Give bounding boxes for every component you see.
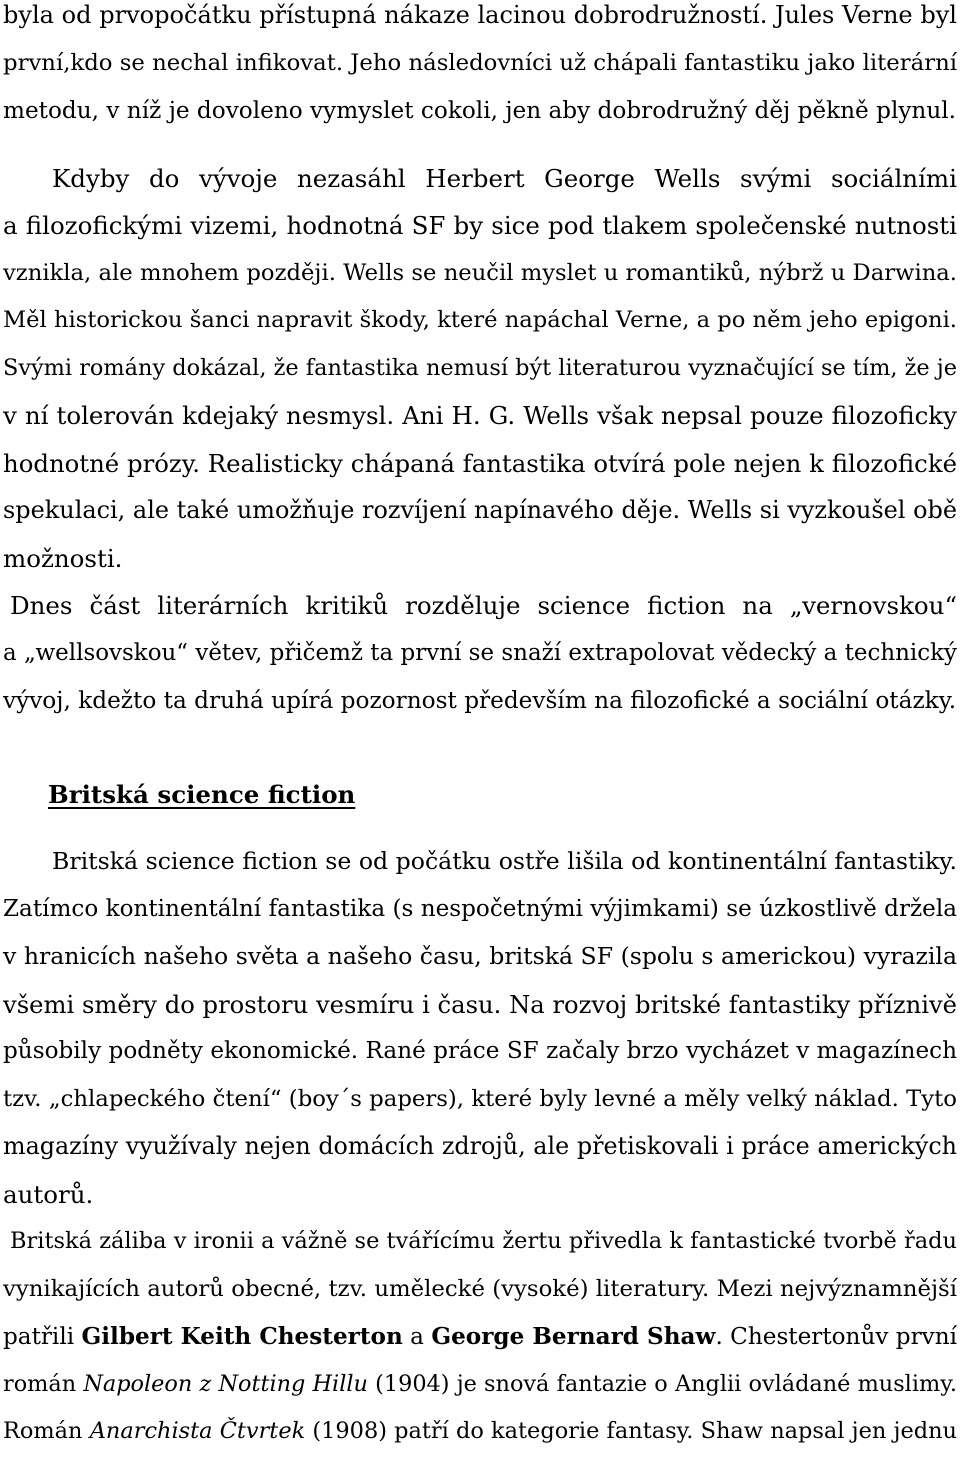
text-line: a „wellsovskou“ větev, přičemž ta první se snaží extrapolovat vědecký a technický bbox=[3, 639, 957, 666]
text-run: Román bbox=[3, 1418, 90, 1444]
author-name-shaw: George Bernard Shaw bbox=[431, 1323, 716, 1350]
paragraph-3 bbox=[3, 582, 957, 725]
text-line: první,kdo se nechal infikovat. Jeho následovníci už chápali fantastiku jako literární bbox=[3, 49, 957, 76]
text-line bbox=[3, 1408, 957, 1456]
text-line: Měl historickou šanci napravit škody, které napáchal Verne, a po něm jeho epigoni. bbox=[3, 307, 957, 333]
document-page bbox=[3, 0, 957, 1456]
text-line: možnosti. bbox=[3, 543, 123, 573]
paragraph-2 bbox=[3, 155, 957, 583]
paragraph-4 bbox=[3, 838, 957, 1218]
section-heading-text: Britská science fiction bbox=[48, 779, 356, 809]
text-line: autorů. bbox=[3, 1179, 94, 1209]
text-line: metodu, v níž je dovoleno vymyslet cokoli, jen aby dobrodružný děj pěkně plynul. bbox=[3, 97, 957, 124]
paragraph-5 bbox=[3, 1218, 957, 1456]
paragraph-1 bbox=[3, 0, 957, 135]
section-heading bbox=[3, 771, 957, 819]
text-line: Kdyby do vývoje nezasáhl Herbert George Wells svými sociálními bbox=[52, 163, 957, 193]
text-run: a bbox=[402, 1324, 432, 1350]
text-line: vynikajících autorů obecné, tzv. umělecké (vysoké) literatury. Mezi nejvýznamnější bbox=[3, 1275, 957, 1302]
text-line: tzv. „chlapeckého čtení“ (boy´s papers), které byly levné a měly velký náklad. Tyto bbox=[3, 1085, 957, 1112]
text-run: . Chestertonův první bbox=[715, 1324, 957, 1350]
text-line: v hranicích našeho světa a našeho času, britská SF (spolu s americkou) vyrazila bbox=[3, 942, 957, 970]
text-run: patřili bbox=[3, 1324, 82, 1350]
text-line: spekulaci, ale také umožňuje rozvíjení napínavého děje. Wells si vyzkoušel obě bbox=[3, 496, 957, 524]
text-line: Zatímco kontinentální fantastika (s nespočetnými výjimkami) se úzkostlivě držela bbox=[3, 895, 957, 922]
text-line: všemi směry do prostoru vesmíru i času. Na rozvoj britské fantastiky příznivě bbox=[3, 989, 957, 1019]
text-line: vývoj, kdežto ta druhá upírá pozornost především na filozofické a sociální otázky. bbox=[3, 687, 957, 714]
text-line bbox=[3, 1313, 957, 1361]
text-line: a filozofickými vizemi, hodnotná SF by sice pod tlakem společenské nutnosti bbox=[3, 211, 957, 240]
text-line: působily podněty ekonomické. Rané práce SF začaly brzo vycházet v magazínech bbox=[3, 1038, 957, 1064]
text-line: magazíny využívaly nejen domácích zdrojů, ale přetiskovali i práce amerických bbox=[3, 1132, 957, 1160]
text-run: (1908) patří do kategorie fantasy. Shaw napsal jen jednu bbox=[305, 1418, 957, 1444]
text-line: Dnes část literárních kritiků rozděluje science fiction na „vernovskou“ bbox=[10, 591, 957, 620]
text-line: Britská science fiction se od počátku ostře lišila od kontinentální fantastiky. bbox=[52, 847, 957, 875]
text-line: v ní tolerován kdejaký nesmysl. Ani H. G. Wells však nepsal pouze filozoficky bbox=[3, 401, 957, 430]
book-title: Anarchista Čtvrtek bbox=[89, 1418, 306, 1444]
text-line: byla od prvopočátku přístupná nákaze lacinou dobrodružností. Jules Verne byl bbox=[3, 1, 957, 29]
book-title: Napoleon z Notting Hillu bbox=[83, 1370, 368, 1397]
author-name-chesterton: Gilbert Keith Chesterton bbox=[81, 1323, 403, 1350]
text-line: vznikla, ale mnohem později. Wells se neučil myslet u romantiků, nýbrž u Darwina. bbox=[3, 259, 957, 286]
text-line bbox=[3, 1361, 957, 1409]
text-run: román bbox=[3, 1370, 84, 1397]
text-line: hodnotné prózy. Realisticky chápaná fantastika otvírá pole nejen k filozofické bbox=[3, 448, 957, 478]
text-run: (1904) je snová fantazie o Anglii ovládané muslimy. bbox=[367, 1370, 957, 1397]
text-line: Svými romány dokázal, že fantastika nemusí být literaturou vyznačující se tím, že je bbox=[3, 354, 957, 381]
text-line: Britská záliba v ironii a vážně se tvářícímu žertu přivedla k fantastické tvorbě řadu bbox=[10, 1228, 957, 1254]
